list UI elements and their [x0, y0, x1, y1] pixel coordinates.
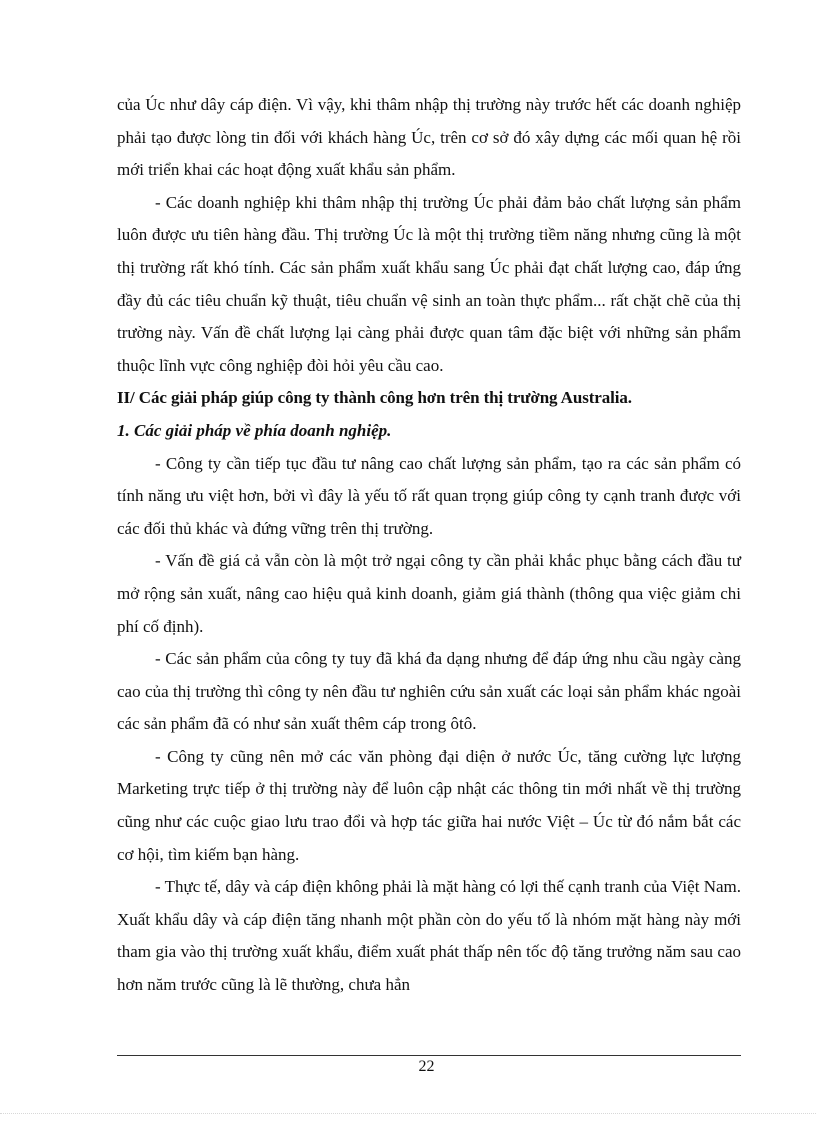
footer-divider — [117, 1055, 741, 1056]
section-heading: II/ Các giải pháp giúp công ty thành công hơn trên thị trường Australia. — [117, 388, 632, 408]
paragraph-product-diversity: - Các sản phẩm của công ty tuy đã khá đa dạng nhưng để đáp ứng nhu cầu ngày càng cao của thị trường thì công ty nên đầu tư nghiên cứu sản xuất các loại sản phẩm khác ngoài các sản phẩm đã có như sản xuất thêm cáp trong ôtô. — [117, 649, 741, 734]
page-number: 22 — [418, 1058, 435, 1075]
document-page — [117, 89, 741, 1002]
paragraph-price-issue: - Vấn đề giá cả vẫn còn là một trở ngại công ty cần phải khắc phục bằng cách đầu tư mở rộng sản xuất, nâng cao hiệu quả kinh doanh, giảm giá thành (thông qua việc giảm chi phí cố định). — [117, 551, 741, 636]
paragraph-intro-continuation: của Úc như dây cáp điện. Vì vậy, khi thâm nhập thị trường này trước hết các doanh nghiệp phải tạo được lòng tin đối với khách hàng Úc, trên cơ sở đó xây dựng các mối quan hệ rồi mới triển khai các hoạt động xuất khẩu sản phẩm. — [117, 95, 741, 180]
paragraph-representative-office: - Công ty cũng nên mở các văn phòng đại diện ở nước Úc, tăng cường lực lượng Marketing trực tiếp ở thị trường này để luôn cập nhật các thông tin mới nhất về thị trường cũng như các cuộc giao lưu trao đổi và hợp tác giữa hai nước Việt – Úc từ đó nắm bắt các cơ hội, tìm kiếm bạn hàng. — [117, 746, 741, 864]
page-edge-divider — [0, 1113, 816, 1114]
paragraph-investment-quality: - Công ty cần tiếp tục đầu tư nâng cao chất lượng sản phẩm, tạo ra các sản phẩm có tính năng ưu việt hơn, bởi vì đây là yếu tố rất quan trọng giúp công ty cạnh tranh được với các đối thủ khác và đứng vững trên thị trường. — [117, 453, 741, 538]
paragraph-quality-requirement: - Các doanh nghiệp khi thâm nhập thị trường Úc phải đảm bảo chất lượng sản phẩm luôn được ưu tiên hàng đầu. Thị trường Úc là một thị trường tiềm năng nhưng cũng là một thị trường rất khó tính. Các sản phẩm xuất khẩu sang Úc phải đạt chất lượng cao, đáp ứng đầy đủ các tiêu chuẩn kỹ thuật, tiêu chuẩn vệ sinh an toàn thực phẩm... rất chặt chẽ của thị trường này. Vấn đề chất lượng lại càng phải được quan tâm đặc biệt với những sản phẩm thuộc lĩnh vực công nghiệp đòi hỏi yêu cầu cao. — [117, 192, 741, 375]
paragraph-competitive-advantage: - Thực tế, dây và cáp điện không phải là mặt hàng có lợi thế cạnh tranh của Việt Nam. Xuất khẩu dây và cáp điện tăng nhanh một phần còn do yếu tố là nhóm mặt hàng này mới tham gia vào thị trường xuất khẩu, điểm xuất phát thấp nên tốc độ tăng trưởng năm sau cao hơn năm trước cũng là lẽ thường, chưa hẳn — [117, 877, 741, 995]
subsection-heading: 1. Các giải pháp về phía doanh nghiệp. — [117, 420, 392, 440]
